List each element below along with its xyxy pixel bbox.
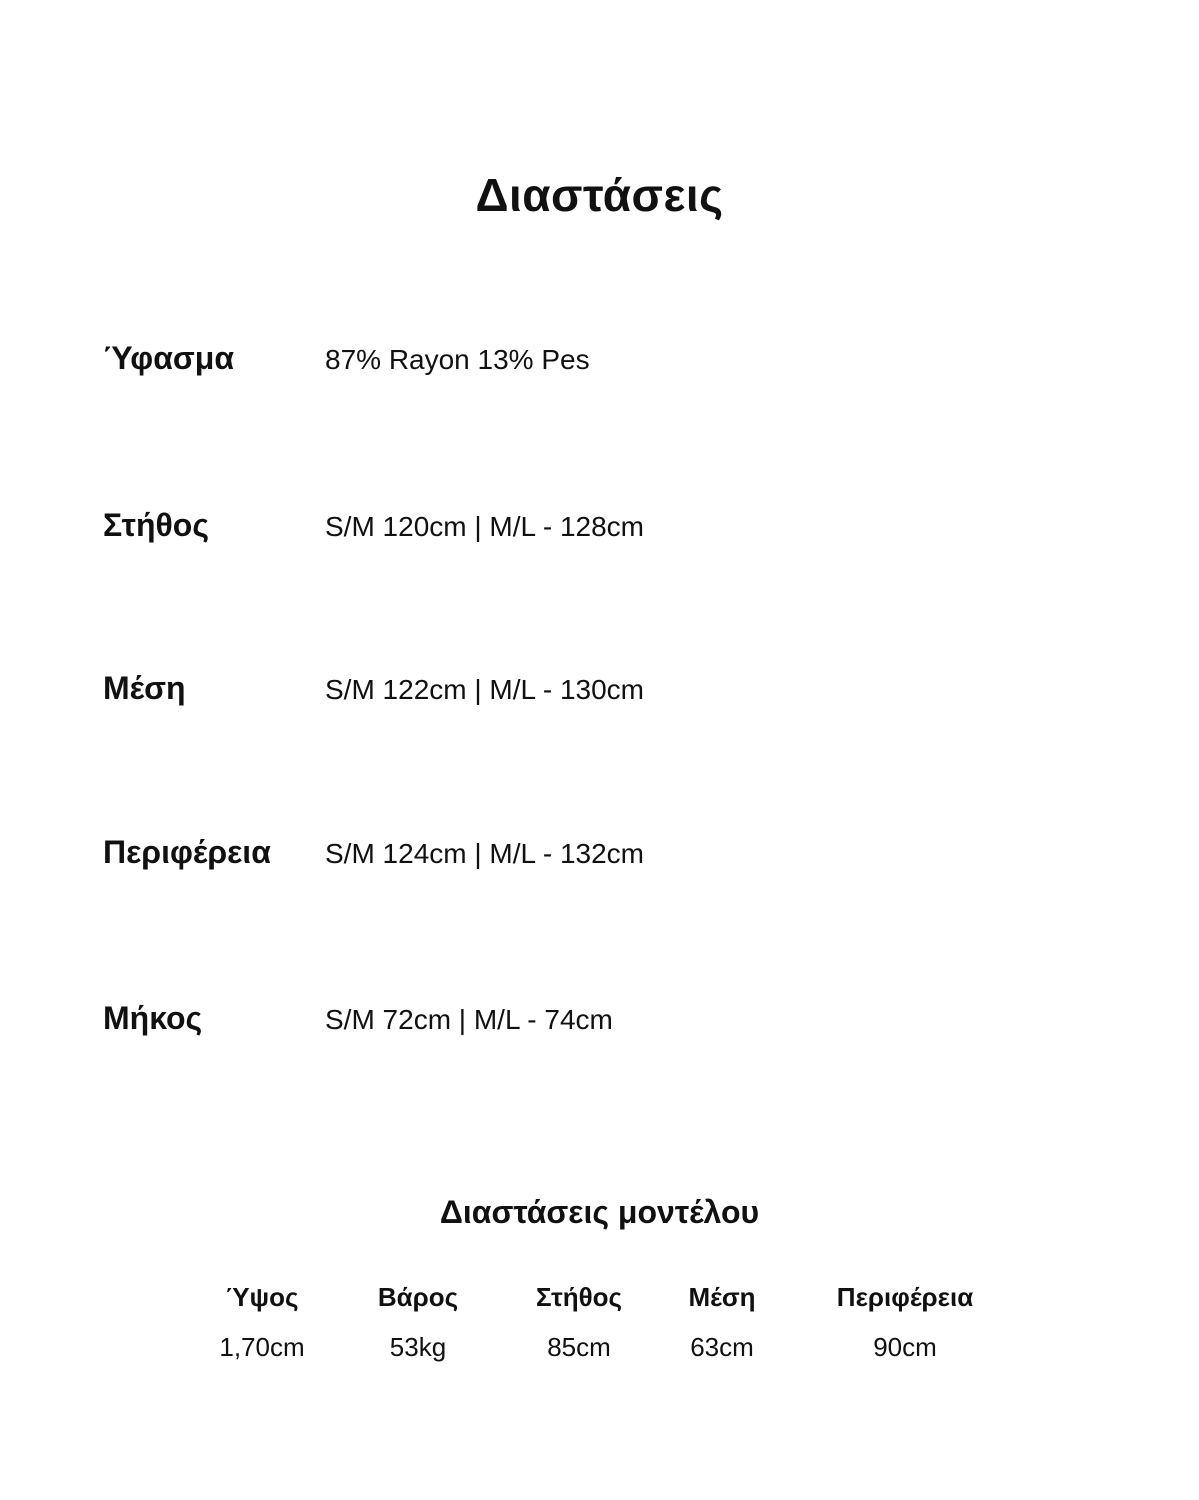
spec-row-waist (103, 670, 1003, 720)
spec-label: Μέση (103, 670, 186, 706)
model-value: 1,70cm (219, 1332, 305, 1362)
model-value: 53kg (389, 1332, 447, 1362)
spec-value: S/M 124cm | M/L - 132cm (325, 838, 644, 869)
page-title: Διαστάσεις (475, 169, 724, 221)
spec-row-length (103, 1000, 1003, 1050)
model-value: 90cm (873, 1332, 937, 1362)
model-label: Ύψος (225, 1282, 299, 1312)
spec-row-chest (103, 507, 1003, 557)
model-col-waist (622, 1280, 822, 1364)
model-label: Μέση (688, 1282, 756, 1312)
spec-label: Στήθος (103, 507, 209, 543)
model-label: Περιφέρεια (836, 1282, 974, 1312)
model-value: 63cm (690, 1332, 754, 1362)
spec-value: S/M 120cm | M/L - 128cm (325, 511, 644, 542)
model-dimensions-title: Διαστάσεις μοντέλου (439, 1194, 760, 1230)
spec-row-hips (103, 834, 1003, 884)
spec-row-fabric (103, 340, 1003, 390)
spec-value: 87% Rayon 13% Pes (325, 344, 590, 375)
spec-value: S/M 122cm | M/L - 130cm (325, 674, 644, 705)
model-value: 85cm (547, 1332, 611, 1362)
model-label: Βάρος (377, 1282, 459, 1312)
spec-label: Περιφέρεια (103, 834, 271, 870)
model-label: Στήθος (535, 1282, 623, 1312)
spec-label: Μήκος (103, 1000, 203, 1036)
model-col-hips (805, 1280, 1005, 1364)
spec-value: S/M 72cm | M/L - 74cm (325, 1004, 613, 1035)
spec-label: Ύφασμα (103, 340, 234, 376)
